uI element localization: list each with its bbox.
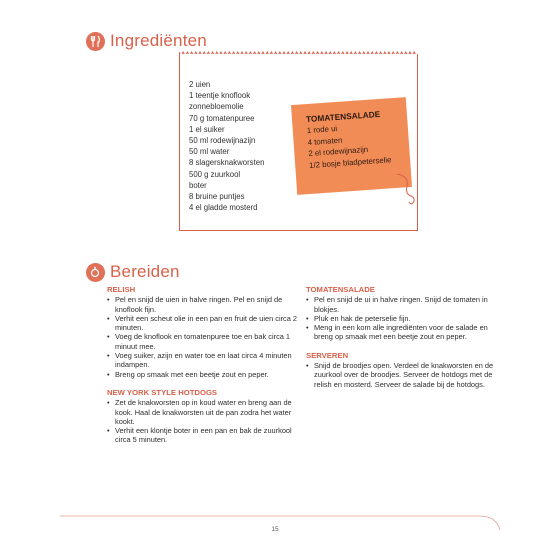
tomatensalade-card-title: TOMATENSALADE — [305, 108, 381, 125]
ingredients-title: Ingrediënten — [110, 31, 207, 50]
ingredient-item: 500 g zuurkool — [189, 169, 241, 179]
preparation-title: Bereiden — [110, 262, 180, 281]
step-item: • Zet de knakworsten op in koud water en breng aan de kook. Haal de knakworsten uit de pan zodra het water kookt. — [107, 398, 297, 426]
step-group-heading: SERVEREN — [306, 350, 349, 360]
step-item: • Pluk en hak de peterselie fijn. — [306, 314, 496, 323]
tomatensalade-card-list — [306, 119, 400, 171]
step-group-heading: NEW YORK STYLE HOTDOGS — [107, 387, 218, 397]
step-list — [306, 295, 496, 341]
step-item: • Verhit een scheut olie in een pan en fruit de uien circa 2 minuten. — [107, 314, 297, 333]
step-item: • Snijd de broodjes open. Verdeel de knakworsten en de zuurkool over de broodjes. Serveer de hotdogs met de relish en mosterd. Serveer de salade bij de hotdogs. — [306, 361, 496, 389]
ingredient-item: 4 el gladde mosterd — [189, 203, 258, 213]
step-list — [107, 398, 297, 444]
ingredient-item: 8 slagersknakworsten — [189, 158, 265, 168]
step-list — [107, 295, 297, 379]
page-number: 15 — [271, 526, 279, 533]
step-item: • Meng in een kom alle ingrediënten voor de salade en breng op smaak met een beetje zout en peper. — [306, 323, 496, 342]
swirl-decoration — [395, 172, 417, 206]
tomatensalade-card-item: 4 tomaten — [307, 135, 343, 147]
tomatensalade-card-item: 2 el rodewijnazijn — [308, 144, 369, 159]
step-item: • Breng op smaak met een beetje zout en peper. — [107, 370, 297, 379]
ingredient-item: boter — [189, 180, 207, 190]
step-item: • Pel en snijd de ui in halve ringen. Snijd de tomaten in blokjes. — [306, 295, 496, 314]
tomatensalade-card-item: 1 rode ui — [306, 123, 338, 136]
tomatensalade-card-item: 1/2 bosje bladpeterselie — [308, 154, 392, 170]
ingredient-item: 1 el suiker — [189, 124, 225, 134]
ingredient-item: 2 uien — [189, 80, 211, 89]
step-list — [306, 361, 496, 389]
fork-knife-icon — [86, 32, 105, 51]
preparation-left-column — [107, 285, 297, 454]
ingredient-item: 8 bruine puntjes — [189, 192, 245, 202]
step-item: • Voeg de knoflook en tomatenpuree toe en bak circa 1 minuut mee. — [107, 332, 297, 351]
preparation-right-column — [306, 285, 496, 398]
pan-icon — [86, 263, 105, 282]
step-item: • Voeg suiker, azijn en water toe en laat circa 4 minuten indampen. — [107, 351, 297, 370]
ingredient-item: 50 ml rodewijnazijn — [189, 136, 256, 146]
step-item: • Pel en snijd de uien in halve ringen. Pel en snijd de knoflook fijn. — [107, 295, 297, 314]
step-group-heading: TOMATENSALADE — [306, 285, 375, 294]
ingredient-item: 70 g tomatenpuree — [189, 113, 255, 123]
ingredient-item: 1 teentje knoflook — [189, 91, 251, 101]
ingredients-list — [189, 79, 264, 213]
tomatensalade-card — [291, 97, 412, 195]
ingredient-item: zonnebloemolie — [189, 102, 244, 112]
step-item: • Verhit een klontje boter in een pan en bak de zuurkool circa 5 minuten. — [107, 426, 297, 445]
ingredient-item: 50 ml water — [189, 147, 230, 157]
step-group-heading: RELISH — [107, 285, 136, 294]
